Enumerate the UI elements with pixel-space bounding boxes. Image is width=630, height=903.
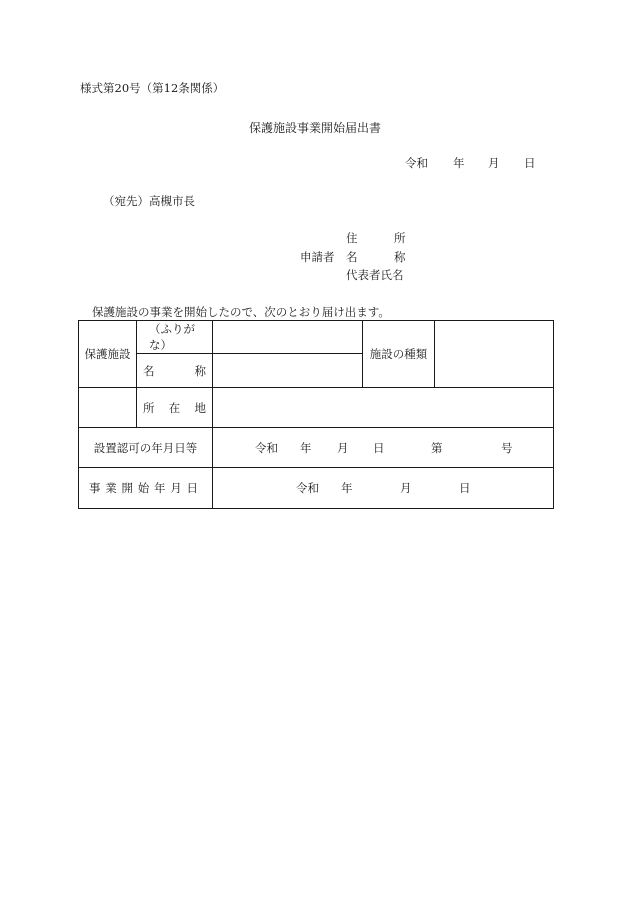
- document-title: 保護施設事業開始届出書: [248, 121, 381, 135]
- start-date-field[interactable]: [213, 468, 554, 509]
- location-label-3: 地: [194, 400, 206, 415]
- addressee: （宛先）高槻市長: [103, 194, 195, 208]
- start-label-4: 始: [137, 481, 150, 495]
- start-label-7: 日: [186, 481, 198, 495]
- start-date-label-cell: [79, 468, 213, 509]
- approval-era: 令和: [255, 441, 278, 455]
- date-year: 年: [453, 156, 465, 170]
- approval-date-field[interactable]: [213, 428, 554, 468]
- approval-date-label: 設置認可の年月日等: [79, 428, 213, 468]
- start-label-6: 月: [170, 481, 182, 495]
- start-year: 年: [341, 481, 353, 495]
- location-field[interactable]: [213, 388, 554, 428]
- furigana-field[interactable]: [213, 321, 363, 354]
- facility-name-label-1: 名: [143, 363, 155, 378]
- start-month: 月: [400, 481, 412, 495]
- intro-text: 保護施設の事業を開始したので、次のとおり届け出ます。: [92, 305, 390, 319]
- approval-number-prefix: 第: [431, 441, 443, 455]
- facility-label: 保護施設: [79, 321, 137, 388]
- facility-table: [78, 320, 554, 509]
- location-label-cell: [137, 388, 213, 428]
- approval-number-suffix: 号: [501, 441, 513, 455]
- date-month: 月: [488, 156, 500, 170]
- approval-month: 月: [337, 441, 349, 455]
- start-day: 日: [459, 481, 471, 495]
- start-era: 令和: [296, 481, 319, 495]
- approval-year: 年: [300, 441, 312, 455]
- address-label-1: 住: [346, 231, 358, 245]
- date-era: 令和: [405, 156, 428, 170]
- name-label-1: 名: [346, 250, 358, 264]
- facility-label-spacer: [79, 388, 137, 428]
- applicant-role-label: 申請者: [300, 250, 335, 264]
- date-day: 日: [524, 156, 536, 170]
- facility-type-field[interactable]: [435, 321, 554, 388]
- start-label-2: 業: [105, 481, 117, 495]
- representative-label: 代表者氏名: [346, 268, 404, 282]
- facility-name-label-cell: [137, 354, 213, 388]
- start-label-1: 事: [89, 481, 101, 495]
- form-number: 様式第20号（第12条関係）: [80, 81, 225, 95]
- start-label-5: 年: [154, 481, 166, 495]
- location-label-2: 在: [168, 400, 181, 415]
- furigana-label: （ふりがな）: [137, 321, 213, 354]
- location-label-1: 所: [143, 400, 155, 415]
- facility-name-field[interactable]: [213, 354, 363, 388]
- approval-day: 日: [373, 441, 385, 455]
- address-label-2: 所: [394, 231, 406, 245]
- name-label-2: 称: [394, 250, 406, 264]
- start-label-3: 開: [121, 481, 133, 495]
- facility-name-label-2: 称: [194, 363, 206, 378]
- facility-type-label: 施設の種類: [363, 321, 435, 388]
